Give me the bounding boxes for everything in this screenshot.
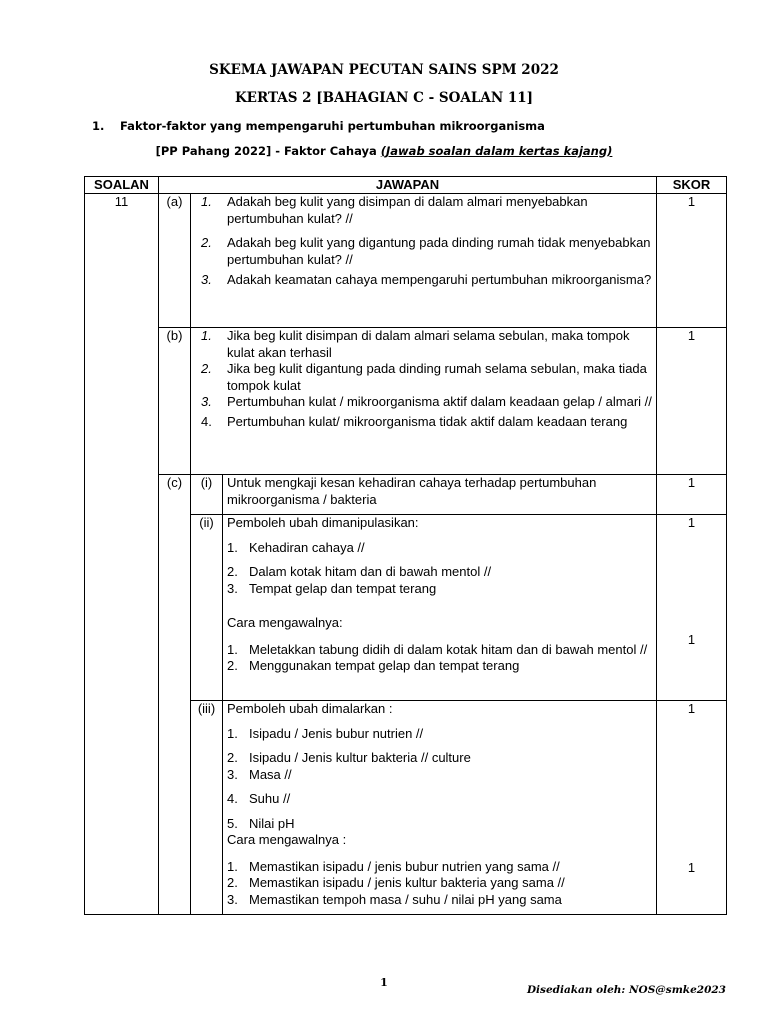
document-title: SKEMA JAWAPAN PECUTAN SAINS SPM 2022 xyxy=(209,62,559,78)
list-item: 2. Memastikan isipadu / jenis kultur bakteria yang sama // xyxy=(227,875,565,890)
source-prefix: [PP Pahang 2022] xyxy=(155,144,272,158)
table-header-row xyxy=(85,177,727,194)
part-a-answers xyxy=(191,194,657,328)
list-item: 1. Memastikan isipadu / jenis bubur nutrien yang sama // xyxy=(227,858,560,874)
list-item: 1. Meletakkan tabung didih di dalam kotak hitam dan di bawah mentol // xyxy=(227,641,648,657)
list-item: 4. Suhu // xyxy=(227,791,291,806)
list-item: 1. Kehadiran cahaya // xyxy=(227,539,365,555)
part-c-i-label: (i) xyxy=(191,475,223,515)
part-c-iii-label: (iii) xyxy=(191,701,223,915)
header-skor: SKOR xyxy=(657,177,727,194)
list-item: 5. Nilai pH xyxy=(227,815,295,831)
list-item: 2. Menggunakan tempat gelap dan tempat terang xyxy=(227,658,520,673)
list-item: 3. Memastikan tempoh masa / suhu / nilai pH yang sama xyxy=(227,891,562,907)
header-soalan: SOALAN xyxy=(85,177,159,194)
list-item: 2. Jika beg kulit digantung pada dinding rumah selama sebulan, maka tiada tompok kulat xyxy=(201,361,647,393)
section-heading-text: Faktor-faktor yang mempengaruhi pertumbuhan mikroorganisma xyxy=(120,119,545,133)
row-a xyxy=(85,194,727,328)
score-value: 1 xyxy=(687,859,696,875)
part-b-score: 1 xyxy=(657,328,727,475)
part-c-label: (c) xyxy=(159,475,191,915)
list-item: 2. Dalam kotak hitam dan di bawah mentol // xyxy=(227,564,492,579)
score-value: 1 xyxy=(687,631,696,647)
document-subtitle: KERTAS 2 [BAHAGIAN C - SOALAN 11] xyxy=(234,90,534,106)
constant-heading: Pemboleh ubah dimalarkan : xyxy=(227,701,393,716)
list-item: 2. Adakah beg kulit yang digantung pada dinding rumah tidak menyebabkan pertumbuhan kulat? // xyxy=(201,235,651,267)
part-a-score: 1 xyxy=(657,194,727,328)
question-number: 11 xyxy=(85,194,159,915)
list-item: 3. Tempat gelap dan tempat terang xyxy=(227,580,437,596)
source-mid: - Faktor Cahaya xyxy=(271,144,381,158)
part-c-i-answer xyxy=(223,475,657,515)
score-value: 1 xyxy=(687,515,696,530)
list-item: 3. Pertumbuhan kulat / mikroorganisma aktif dalam keadaan gelap / almari // xyxy=(201,394,652,409)
source-line xyxy=(0,144,768,158)
control-heading: Cara mengawalnya : xyxy=(227,832,347,847)
answer-table xyxy=(84,176,727,915)
part-c-iii-score xyxy=(657,701,727,915)
part-c-i-score: 1 xyxy=(657,475,727,515)
section-number: 1. xyxy=(92,119,105,133)
list-item: 1. Jika beg kulit disimpan di dalam almari selama sebulan, maka tompok kulat akan terhasil xyxy=(201,328,630,360)
score-value: 1 xyxy=(687,701,696,716)
part-c-iii-answer xyxy=(223,701,657,915)
objective-text: Untuk mengkaji kesan kehadiran cahaya terhadap pertumbuhan mikroorganisma / bakteria xyxy=(227,475,597,507)
list-item: 3. Masa // xyxy=(227,766,292,782)
list-item: 1. Isipadu / Jenis bubur nutrien // xyxy=(227,725,424,741)
row-b xyxy=(85,328,727,475)
source-instruction: (Jawab soalan dalam kertas kajang) xyxy=(380,144,613,158)
section-heading xyxy=(92,119,545,133)
list-item: 3. Adakah keamatan cahaya mempengaruhi pertumbuhan mikroorganisma? xyxy=(201,272,652,287)
control-heading: Cara mengawalnya: xyxy=(227,615,343,630)
part-b-label: (b) xyxy=(159,328,191,475)
manipulated-heading: Pemboleh ubah dimanipulasikan: xyxy=(227,515,419,530)
list-item: 2. Isipadu / Jenis kultur bakteria // culture xyxy=(227,750,471,765)
list-item: 1. Adakah beg kulit yang disimpan di dalam almari menyebabkan pertumbuhan kulat? // xyxy=(201,194,588,226)
part-c-ii-score xyxy=(657,515,727,701)
list-item: 4. Pertumbuhan kulat/ mikroorganisma tidak aktif dalam keadaan terang xyxy=(201,413,628,429)
header-jawapan: JAWAPAN xyxy=(159,177,657,194)
page-number: 1 xyxy=(380,976,388,989)
author-credit: Disediakan oleh: NOS@smke2023 xyxy=(526,984,726,996)
part-a-label: (a) xyxy=(159,194,191,328)
part-c-ii-answer xyxy=(223,515,657,701)
row-c-i xyxy=(85,475,727,515)
part-c-ii-label: (ii) xyxy=(191,515,223,701)
part-b-answers xyxy=(191,328,657,475)
